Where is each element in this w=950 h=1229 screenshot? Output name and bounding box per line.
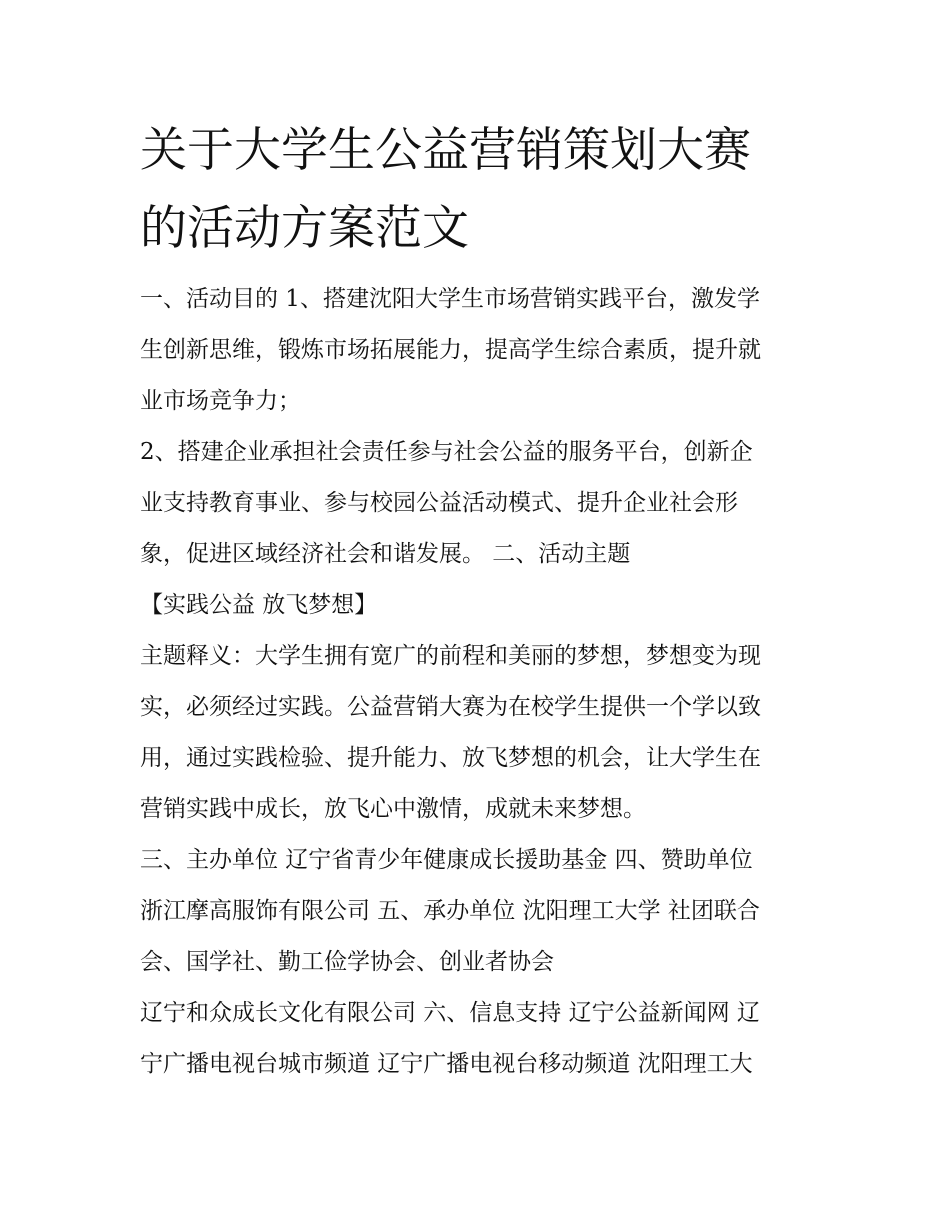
body-line-11: 营销实践中成长，放飞心中激情，成就未来梦想。 [140,796,646,822]
body-line-1: 一、活动目的 1、搭建沈阳大学生市场营销实践平台，激发学 [140,286,760,312]
title-line: 的活动方案范文 [140,201,469,256]
body-line-15: 辽宁和众成长文化有限公司 六、信息支持 辽宁公益新闻网 辽 [140,1000,760,1026]
body-line-14: 会、国学社、勤工俭学协会、创业者协会 [140,949,554,975]
body-line-2: 生创新思维，锻炼市场拓展能力，提高学生综合素质，提升就 [140,337,761,363]
body-line-13: 浙江摩高服饰有限公司 五、承办单位 沈阳理工大学 社团联合 [140,898,760,924]
document-title [140,112,840,268]
body-line-12: 三、主办单位 辽宁省青少年健康成长援助基金 四、赞助单位 [140,847,753,873]
body-line-5: 业支持教育事业、参与校园公益活动模式、提升企业社会形 [140,490,738,516]
body-line-16: 宁广播电视台城市频道 辽宁广播电视台移动频道 沈阳理工大 [140,1051,753,1077]
body-line-3: 业市场竞争力； [140,388,301,414]
body-line-10: 用，通过实践检验、提升能力、放飞梦想的机会，让大学生在 [140,745,761,771]
body-line-4: 2、搭建企业承担社会责任参与社会公益的服务平台，创新企 [140,439,753,465]
document-body [140,274,830,1090]
body-line-8: 主题释义：大学生拥有宽广的前程和美丽的梦想，梦想变为现 [140,643,761,669]
body-line-6: 象，促进区域经济社会和谐发展。 二、活动主题 [140,541,631,567]
body-line-7: 【实践公益 放飞梦想】 [140,592,378,618]
title-line: 关于大学生公益营销策划大赛 [140,123,751,178]
body-line-9: 实，必须经过实践。公益营销大赛为在校学生提供一个学以致 [140,694,761,720]
